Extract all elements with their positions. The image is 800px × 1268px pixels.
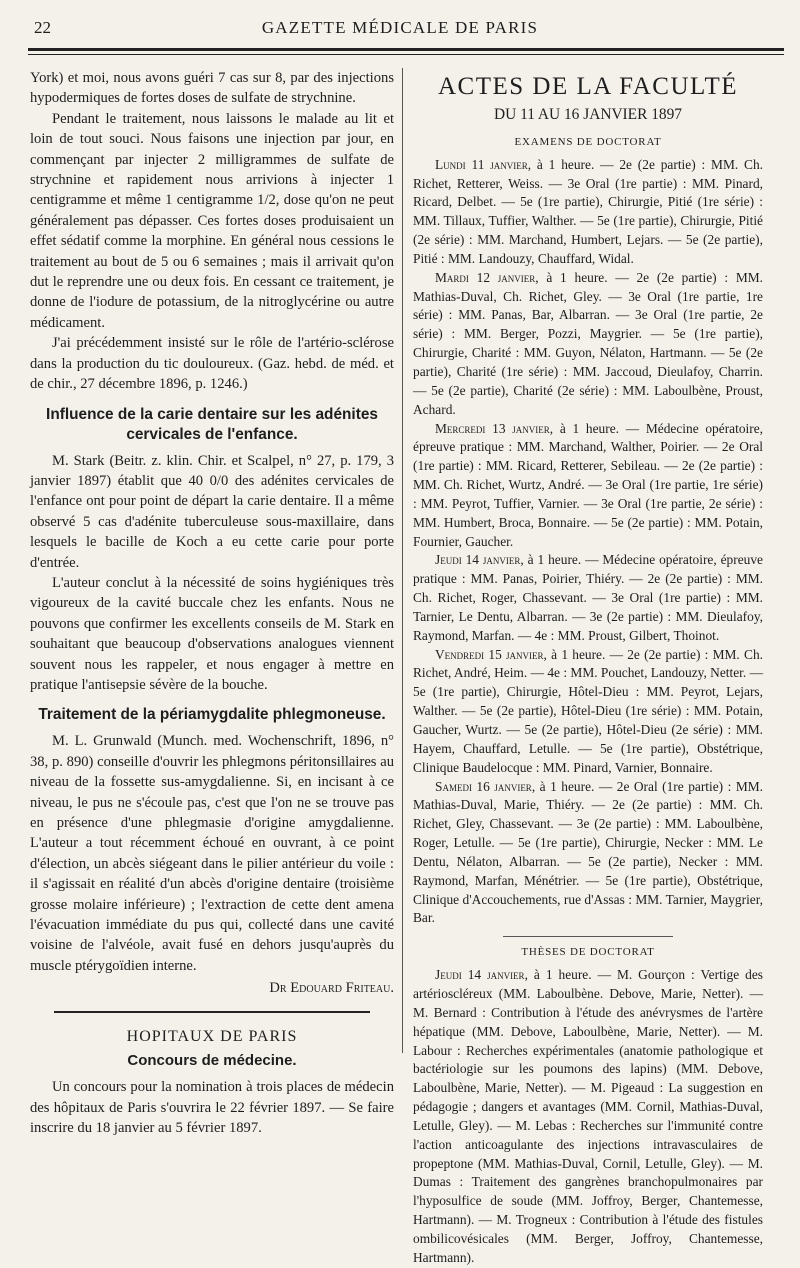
paragraph-continuation: York) et moi, nous avons guéri 7 cas sur 8, par des injections hypodermiques de fortes doses de sulfate de strychnine.: [30, 70, 394, 107]
running-head-title: GAZETTE MÉDICALE DE PARIS: [261, 18, 539, 37]
exam-day: Mercredi 13 janvier: [435, 420, 550, 436]
theses-text: , à 1 heure. — M. Gourçon : Vertige des artérioscléreux (MM. Laboulbène. Debove, Marie, Netter). — M. Bernard : Contribution à l'étude des anévrysmes de l'artère hépatique (MM. Debove, Laboulbène, Marie, Netter). — M. Labour : Recherches expérimentales (anatomie pathologique et bactériologie sur les poumons des lapins) (MM. Debove, Laboulbène, Marie, Netter). — M. Pigeaud : La suggestion en pédagogie ; dangers et avantages (MM. Cornil, Mathias-Duval, Letulle, Gley). — M. Lebas : Recherches sur l'immunité contre l'action anticoagulante des injections intravasculaires de propeptone (MM. Mathias-Duval, Cornil, Letulle, Gley). — M. Dumas : Traitement des gangrènes branchopulmonaires par l'hyposulfice de soude (MM. Joffroy, Berger, Chantemesse, Hartmann). — M. Trogneux : Contribution à l'étude des fistules ombilicovésicales (MM. Berger, Joffroy, Chantemesse, Hartmann).: [413, 967, 763, 1265]
theses-day: Jeudi 14 janvier: [435, 967, 525, 983]
paragraph-stark: M. Stark (Beitr. z. klin. Chir. et Scalpel, n° 27, p. 179, 3 janvier 1897) établit que 40 0/0 des adénites cervicales de l'enfance ont pour point de départ la carie dentaire. Il a même observé 5 cas d'adénite tuberculeuse sous-maxillaire, dans lesquels le bacille de Koch a eu cette carie pour porte d'entrée.: [30, 452, 394, 571]
exam-text: , à 1 heure. — 2e Oral (1re partie) : MM. Mathias-Duval, Marie, Thiéry. — 2e (2e partie) : MM. Ch. Richet, Gley, Chassevant. — 3e (2e partie) : MM. Laboulbène, Roger, Letulle. — 5e (1re partie), Chirurgie, Necker : MM. Le Dentu, Nélaton, Albarran. — 5e (2e partie), Necker : MM. Raymond, Marfan, Ménétrier. — 5e (1re partie), Obstétrique, Clinique d'Accouchements, rue d'Assas : MM. Tarnier, Maygrier, Bar.: [413, 778, 764, 926]
hospitals-title: HOPITAUX DE PARIS: [126, 1027, 298, 1045]
exam-day: Vendredi 15 janvier: [435, 646, 544, 662]
exam-day: Mardi 12 janvier: [435, 269, 536, 285]
paragraph-treatment: Pendant le traitement, nous laissons le malade au lit et loin de tout souci. Nous faisons une injection par jour, en commençant par injecter 2 milligrammes de sulfate de strychnine et rapidement nous arrivions à injecter 1 centigramme et même 1 centigramme 1/2, dose qu'on ne peut généralement pas dépasser. Ces fortes doses produisaient un effet sédatif comme la morphine. En général nous cessions le traitement au bout de 5 ou 6 semaines ; mais il arrivait qu'on dut le reprendre une ou deux fois. En cessant ce traitement, je donne de l'iodure de potassium, de la nitroglycérine ou autre médicament.: [30, 110, 394, 331]
section-separator: [54, 1011, 370, 1013]
actes-dates: DU 11 AU 16 JANVIER 1897: [494, 106, 682, 123]
exam-text: , à 1 heure. — Médecine opératoire, épreuve pratique : MM. Panas, Poirier, Thiéry. — 2e (2e partie) : MM. Ch. Richet, Roger, Chassevant. — 3e Oral (1re partie) : MM. Tarnier, Le Dentu, Albarran. — 3e (2e partie) : MM. Dieulafoy, Raymond, Marfan. — 4e : MM. Proust, Gilbert, Thoinot.: [413, 552, 763, 643]
actes-title: ACTES DE LA FACULTÉ: [437, 73, 739, 100]
exam-text: , à 1 heure. — 2e (2e partie) : MM. Mathias-Duval, Ch. Richet, Gley. — 3e Oral (1re partie, 1re série) : MM. Panas, Bar, Albarran. — 3e Oral (1re partie, 2e série) : MM. Berger, Pozzi, Maygrier. — 5e (1re partie), Chirurgie, Charité : MM. Guyon, Nélaton, Hartmann. — 5e (2e partie), Charité (1re série) : MM. Jaccoud, Dieulafoy, Charrin. — 5e (2e partie), Charité (2e série) : MM. Laboulbène, Proust, Achard.: [413, 269, 763, 417]
exam-text: , à 1 heure. — 2e (2e partie) : MM. Ch. Richet, Retterer, Weiss. — 3e Oral (1re partie) : MM. Pinard, Ricard, Delbet. — 5e (1re partie), Chirurgie, Pitié (1re série) : MM. Tillaux, Tuffier, Walther. — 5e (1re partie), Chirurgie, Pitié (2e série) : MM. Marchand, Humbert, Lejars. — 5e (2e partie), Pitié : MM. Landouzy, Chauffard, Widal.: [413, 156, 763, 266]
exam-entry: [413, 551, 763, 645]
theses-entry: [413, 966, 763, 1268]
exam-text: , à 1 heure. — Médecine opératoire, épreuve pratique : MM. Marchand, Walther, Poirier. — 2e Oral (1re partie) : MM. Ricard, Retterer, Sebileau. — 2e (2e partie) : MM. Ch. Richet, Wurtz, André. — 3e Oral (1re partie, 1re série) : MM. Peyrot, Tuffier, Varnier. — 3e Oral (1re partie, 2e série) : MM. Humbert, Broca, Bonnaire. — 5e (2e partie) : MM. Potain, Fournier, Gaucher.: [413, 420, 763, 549]
exam-entry: [413, 269, 763, 420]
exams-heading: EXAMENS DE DOCTORAT: [514, 135, 662, 148]
author-signature: Dr Edouard Friteau.: [269, 980, 394, 997]
right-column: [413, 68, 763, 1268]
paragraph-arteriosclerosis: J'ai précédemment insisté sur le rôle de l'artério-sclérose dans la production du tic douloureux. (Gaz. hebd. de méd. et de chir., 27 décembre 1896, p. 1246.): [30, 335, 394, 393]
exam-entry: [413, 778, 763, 929]
exam-text: , à 1 heure. — 2e (2e partie) : MM. Ch. Richet, André, Heim. — 4e : MM. Pouchet, Landouzy, Netter. — 5e (1re partie), Chirurgie, Hôtel-Dieu : MM. Peyrot, Lejars, Walther. — 5e (2e partie), Hôtel-Dieu (1re série) : MM. Potain, Gaucher, Wurtz. — 5e (2e partie), Hôtel-Dieu (2e série) : MM. Hayem, Chauffard, Letulle. — 5e (1re partie), Obstétrique, Clinique Baudelocque : MM. Pinard, Varnier, Bonnaire.: [413, 646, 763, 775]
exam-day: Lundi 11 janvier: [435, 156, 528, 172]
article-title-periamygdalite: Traitement de la périamygdalite phlegmoneuse.: [38, 706, 386, 724]
left-column: [30, 68, 394, 1139]
theses-rule: [503, 936, 673, 937]
paragraph-concours: Un concours pour la nomination à trois places de médecin des hôpitaux de Paris s'ouvrira le 22 février 1897. — Se faire inscrire du 18 janvier au 5 février 1897.: [30, 1079, 394, 1137]
theses-heading: THÈSES DE DOCTORAT: [521, 946, 655, 959]
exam-entry: [413, 646, 763, 778]
page-number: 22: [34, 18, 51, 37]
exam-day: Samedi 16 janvier: [435, 778, 532, 794]
exam-entry: [413, 420, 763, 552]
header-rule-thin: [28, 54, 784, 55]
exam-entry: [413, 156, 763, 269]
header-rule: [28, 48, 784, 51]
exam-day: Jeudi 14 janvier: [435, 552, 521, 568]
paragraph-grunwald: M. L. Grunwald (Munch. med. Wochenschrift, 1896, n° 38, p. 890) conseille d'ouvrir les phlegmons péritonsillaires au niveau de la fossette sus-amygdalienne. Si, en incisant à ce niveau, le pus ne s'écoule pas, c'est que l'on ne se trouve pas en présence d'une phlegmasie d'origine amygdalienne. L'auteur a tout récemment échoué en ouvrant, à ce point d'élection, un abcès siégeant dans le pilier antérieur du voile : il s'agissait en réalité d'un abcès d'origine dentaire (troisième grosse molaire inférieure) ; l'extraction de cette dent amena l'évacuation immédiate du pus qui, collecté dans une cavité voisine de l'alvéole, avait fusé en dehors jusqu'auprès du muscle ptérygoïdien interne.: [30, 733, 394, 974]
hospitals-subtitle: Concours de médecine.: [127, 1052, 297, 1070]
paragraph-conclusion: L'auteur conclut à la nécessité de soins hygiéniques très vigoureux de la cavité buccale chez les enfants. Nous ne pouvons que confirmer les excellents conseils de M. Stark en souhaitant que beaucoup d'observations analogues viennent souvent nous les rappeler, et nous engager à mettre en pratique l'antisepsie sévère de la bouche.: [30, 574, 394, 693]
column-divider: [402, 68, 403, 1053]
article-title-carie: Influence de la carie dentaire sur les adénites cervicales de l'enfance.: [46, 405, 378, 443]
